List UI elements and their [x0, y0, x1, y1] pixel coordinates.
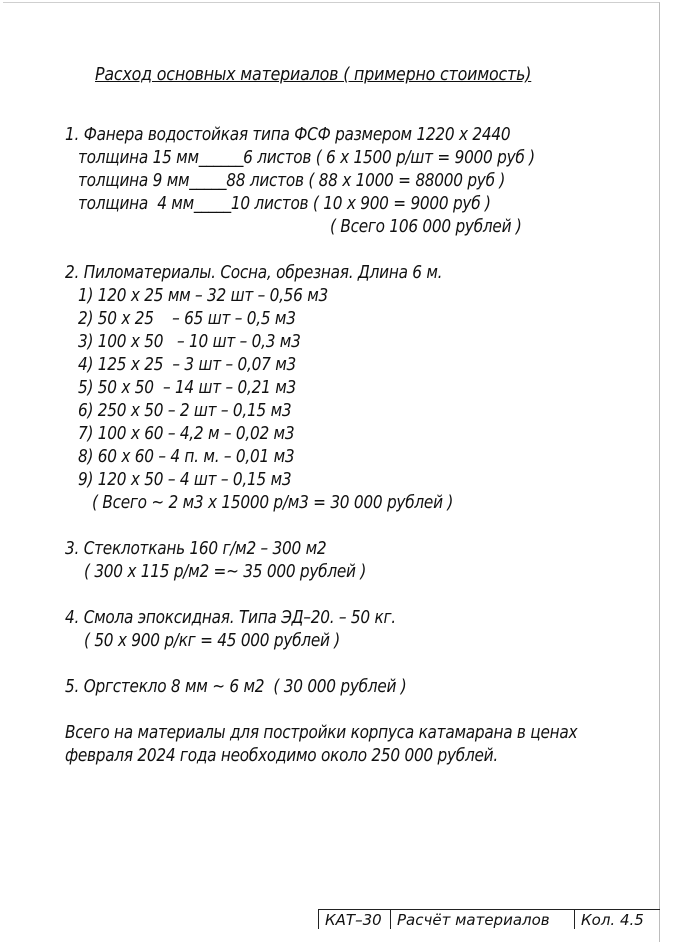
- section-1-row-1: толщина 15 мм______6 листов ( 6 х 1500 р/шт = 9000 руб ): [78, 147, 535, 168]
- section-5-heading: 5. Оргстекло 8 мм ~ 6 м2 ( 30 000 рублей ): [65, 676, 407, 697]
- stamp-document-name: Расчёт материалов: [390, 910, 574, 929]
- stamp-sheet-info: Кол. 4.5: [574, 910, 660, 929]
- section-2-row-6: 6) 250 х 50 – 2 шт – 0,15 м3: [78, 400, 292, 421]
- section-4-total: ( 50 х 900 р/кг = 45 000 рублей ): [84, 630, 340, 651]
- section-3-total: ( 300 х 115 р/м2 =~ 35 000 рублей ): [84, 561, 367, 582]
- section-2-row-9: 9) 120 х 50 – 4 шт – 0,15 м3: [78, 469, 292, 490]
- section-2-total: ( Всего ~ 2 м3 х 15000 р/м3 = 30 000 рублей ): [92, 492, 454, 513]
- title-block-stamp: [318, 909, 660, 929]
- section-2-row-3: 3) 100 х 50 – 10 шт – 0,3 м3: [78, 331, 301, 352]
- section-1-row-3: толщина 4 мм_____10 листов ( 10 х 900 = 9000 руб ): [78, 193, 491, 214]
- summary-line-1: Всего на материалы для постройки корпуса катамарана в ценах: [65, 722, 578, 743]
- section-2-row-5: 5) 50 х 50 – 14 шт – 0,21 м3: [78, 377, 296, 398]
- section-2-heading: 2. Пиломатериалы. Сосна, обрезная. Длина 6 м.: [65, 262, 443, 283]
- section-2-row-1: 1) 120 х 25 мм – 32 шт – 0,56 м3: [78, 285, 329, 306]
- document-title: Расход основных материалов ( примерно стоимость): [95, 64, 532, 85]
- section-2-row-2: 2) 50 х 25 – 65 шт – 0,5 м3: [78, 308, 296, 329]
- section-2-row-8: 8) 60 х 60 – 4 п. м. – 0,01 м3: [78, 446, 295, 467]
- section-2-row-7: 7) 100 х 60 – 4,2 м – 0,02 м3: [78, 423, 295, 444]
- stamp-drawing-code: КАТ–30: [318, 910, 390, 929]
- section-1-heading: 1. Фанера водостойкая типа ФСФ размером 1220 х 2440: [65, 124, 511, 145]
- section-1-total: ( Всего 106 000 рублей ): [330, 216, 522, 237]
- section-3-heading: 3. Стеклоткань 160 г/м2 – 300 м2: [65, 538, 327, 559]
- section-2-row-4: 4) 125 х 25 – 3 шт – 0,07 м3: [78, 354, 296, 375]
- section-1-row-2: толщина 9 мм_____88 листов ( 88 х 1000 = 88000 руб ): [78, 170, 506, 191]
- summary-line-2: февраля 2024 года необходимо около 250 000 рублей.: [65, 745, 498, 766]
- section-4-heading: 4. Смола эпоксидная. Типа ЭД–20. – 50 кг.: [65, 607, 396, 628]
